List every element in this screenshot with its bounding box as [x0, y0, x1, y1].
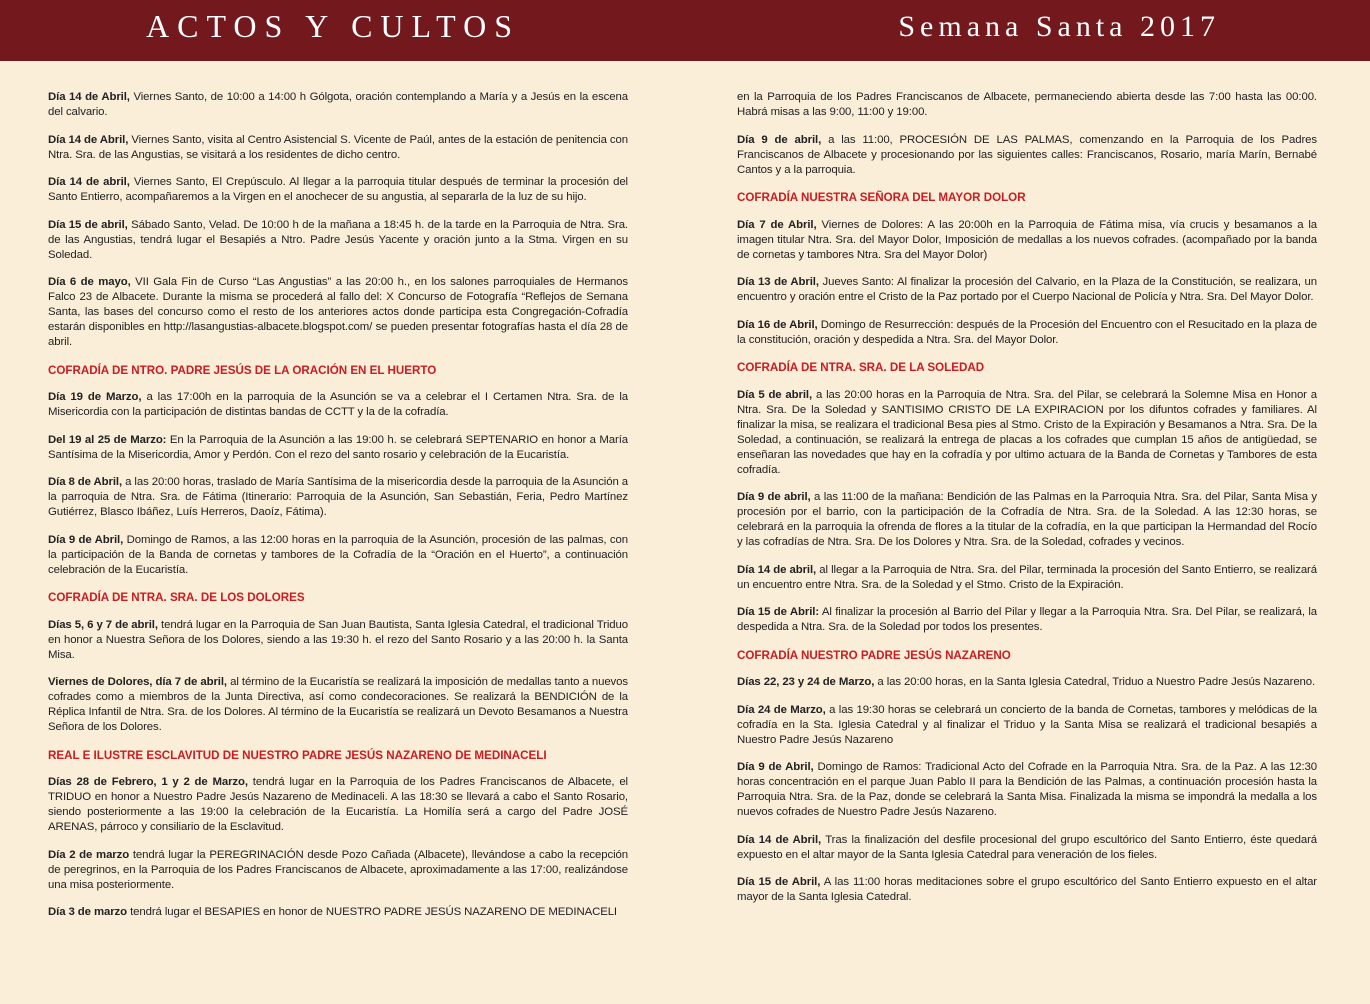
event-date: Viernes de Dolores, día 7 de abril, — [48, 676, 227, 688]
event-date: Día 7 de Abril, — [737, 218, 817, 231]
event-paragraph — [48, 475, 628, 520]
event-paragraph — [737, 760, 1317, 820]
event-paragraph — [737, 275, 1317, 305]
event-paragraph — [737, 703, 1317, 748]
event-date: Días 5, 6 y 7 de abril, — [48, 618, 158, 631]
page-header — [0, 0, 1370, 61]
event-date: Día 8 de Abril, — [48, 476, 123, 488]
event-paragraph — [737, 490, 1317, 550]
event-text: Tras la finalización del desfile procesional del grupo escultórico del Santo Entierro, éste quedará expuesto en el altar mayor de la Santa Iglesia Catedral para veneración de los fieles. — [737, 833, 1317, 861]
event-date: Día 14 de abril, — [48, 176, 130, 188]
event-date: Día 15 de Abril: — [737, 606, 820, 618]
event-date: Día 9 de abril, — [737, 133, 822, 146]
section-heading: COFRADÍA NUESTRA SEÑORA DEL MAYOR DOLOR — [737, 191, 1026, 204]
event-paragraph — [737, 875, 1317, 905]
section-heading: COFRADÍA DE NTRA. SRA. DE LA SOLEDAD — [737, 361, 985, 374]
event-text: Domingo de Ramos, a las 12:00 horas en la parroquia de la Asunción, procesión de las palmas, con la participación de la Banda de cornetas y tambores de la Cofradía de la “Oración en el Huerto”, a continuación celebración de la Eucaristía. — [48, 533, 628, 576]
event-text: Viernes Santo, El Crepúsculo. Al llegar a la parroquia titular después de terminar la procesión del Santo Entierro, acompañaremos a la Virgen en el anochecer de su angustia, al separarla de la luz de su hijo. — [48, 176, 628, 203]
event-text: Jueves Santo: Al finalizar la procesión del Calvario, en la Plaza de la Constitución, se realizara, un encuentro y oración entre el Cristo de la Paz portado por el Cuerpo Nacional de Policía y Ntra. Sra. Del Mayor Dolor. — [737, 276, 1317, 303]
event-date: Día 15 de abril, — [48, 218, 128, 231]
event-paragraph — [48, 775, 628, 835]
event-date: Día 14 de abril, — [737, 563, 817, 576]
event-paragraph — [48, 133, 628, 163]
event-text: Viernes de Dolores: A las 20:00h en la Parroquia de Fátima misa, vía crucis y besamanos a la imagen titular Ntra. Sra. del Mayor Dolor, Imposición de medallas a los nuevos cofrades. (acompañado por la banda de cornetas y tambores Ntra. Sra del Mayor Dolor) — [737, 218, 1318, 261]
event-date: Del 19 al 25 de Marzo: — [48, 433, 167, 446]
event-paragraph — [737, 218, 1317, 263]
event-paragraph — [48, 218, 628, 263]
header-title-right: Semana Santa 2017 — [898, 10, 1220, 43]
event-paragraph — [737, 318, 1317, 348]
event-date: Día 9 de Abril, — [737, 761, 814, 773]
event-date: Día 14 de Abril, — [48, 133, 129, 146]
event-date: Día 2 de marzo — [48, 848, 130, 861]
event-date: Día 13 de Abril, — [737, 276, 819, 288]
event-text: al llegar a la Parroquia de Ntra. Sra. del Pilar, terminada la procesión del Santo Entierro, se realizará un encuentro entre Ntra. Sra. de la Soledad y el Stmo. Cristo de la Expiración. — [737, 563, 1317, 591]
event-text: a las 11:00 de la mañana: Bendición de las Palmas en la Parroquia Ntra. Sra. del Pilar, Santa Misa y procesión por el barrio, con la participación de la Cofradía de Ntra. Sra. de la Soledad. A las 12:30 horas, se celebrará en la parroquia la ofrenda de flores a la titular de la cofradía, en la que participan la Hermandad del Rocío y las cofradías de Ntra. Sra. De los Dolores y Ntra. Sra. de la Soledad, cofrades y vecinos. — [737, 491, 1317, 548]
section-heading: REAL E ILUSTRE ESCLAVITUD DE NUESTRO PADRE JESÚS NAZARENO DE MEDINACELI — [48, 748, 547, 762]
event-date: Día 9 de Abril, — [48, 533, 124, 546]
event-paragraph — [48, 618, 628, 663]
event-text: a las 20:00 horas, en la Santa Iglesia Catedral, Triduo a Nuestro Padre Jesús Nazareno. — [874, 676, 1316, 688]
event-paragraph — [48, 905, 628, 920]
event-date: Días 22, 23 y 24 de Marzo, — [737, 676, 875, 688]
section-heading: COFRADÍA DE NTRO. PADRE JESÚS DE LA ORACIÓN EN EL HUERTO — [48, 363, 437, 377]
event-text: a las 11:00, PROCESIÓN DE LAS PALMAS, comenzando en la Parroquia de los Padres Franciscanos de Albacete y procesionando por las siguientes calles: Franciscanos, Rosario, maría Marín, Bernabé Cantos y a la parroquia. — [737, 133, 1317, 176]
event-text: En la Parroquia de la Asunción a las 19:00 h. se celebrará SEPTENARIO en honor a María Santísima de la Misericordia, Amor y Perdón. Con el rezo del santo rosario y celebración de la Eucaristía. — [48, 433, 628, 461]
event-date: Día 14 de Abril, — [737, 833, 822, 846]
event-text: Domingo de Ramos: Tradicional Acto del Cofrade en la Parroquia Ntra. Sra. de la Paz. A las 12:30 horas concentración en el parque Juan Pablo II para la Bendición de las Palmas, a continuación procesión hasta la Parroquia Ntra. Sra. de la Paz, donde se celebrará la Santa Misa. Finalizada la misma se impondrá la medalla a los nuevos cofrades de Nuestro Padre Jesús Nazareno. — [737, 761, 1317, 818]
event-paragraph — [48, 848, 628, 893]
right-column — [737, 90, 1317, 918]
event-text: VII Gala Fin de Curso “Las Angustias” a las 20:00 h., en los salones parroquiales de Hermanos Falco 23 de Albacete. Durante la misma se procederá al fallo del: X Concurso de Fotografía “Reflejos de Semana Santa, las bases del concurso como el resto de los anteriores actos donde participa esta Congregación-Cofradía estarán disponibles en http://lasangustias-albacete.blogspot.com/ se pueden presentar fotografías hasta el día 28 de abril. — [48, 276, 628, 348]
event-text: a las 19:30 horas se celebrará un concierto de la banda de Cornetas, tambores y melódicas de la cofradía en la Sta. Iglesia Catedral y al finalizar el Triduo y la Santa Misa se realizará el tradicional besapiés a Nuestro Padre Jesús Nazareno — [737, 703, 1317, 746]
event-text: tendrá lugar el BESAPIES en honor de NUESTRO PADRE JESÚS NAZARENO DE MEDINACELI — [127, 906, 617, 918]
event-paragraph — [737, 605, 1317, 635]
event-paragraph — [48, 175, 628, 205]
event-paragraph — [48, 433, 628, 463]
event-text: Viernes Santo, de 10:00 a 14:00 h Gólgota, oración contemplando a María y a Jesús en la escena del calvario. — [48, 91, 628, 118]
event-text: Al finalizar la procesión al Barrio del Pilar y llegar a la Parroquia Ntra. Sra. Del Pilar, se realizará, la despedida a Ntra. Sra. de la Soledad por todos los presentes. — [737, 606, 1318, 633]
event-text: A las 11:00 horas meditaciones sobre el grupo escultórico del Santo Entierro expuesto en el altar mayor de la Santa Iglesia Catedral. — [737, 876, 1317, 903]
event-paragraph — [737, 833, 1317, 863]
event-text: a las 20:00 horas en la Parroquia de Ntra. Sra. del Pilar, se celebrará la Solemne Misa en Honor a Ntra. Sra. De la Soledad y SANTISIMO CRISTO DE LA EXPIRACION por los difuntos cofrades y familiares. Al finalizar la misa, se realizara el tradicional Besa pies al Stmo. Cristo de la Expiración y Besamanos a Ntra. Sra. De la Soledad, a continuación, se realizará la entrega de placas a los cofrades que cumplan 15 años de antigüedad, se enseñaran las novedades que hay en la cofradía y por ultimo actuara de la Banda de Cornetas y Tambores de esta cofradía. — [737, 388, 1317, 476]
event-paragraph — [737, 388, 1317, 478]
event-paragraph — [48, 675, 628, 735]
event-date: Día 19 de Marzo, — [48, 391, 142, 403]
event-paragraph — [48, 533, 628, 578]
event-date: Día 16 de Abril, — [737, 318, 818, 331]
event-text: a las 20:00 horas, traslado de María Santísima de la misericordia desde la parroquia de la Asunción a la parroquia de Ntra. Sra. de Fátima (Itinerario: Parroquia de la Asunción, San Sebastián, Feria, Pedro Martínez Gutiérrez, Blasco Ibáñez, Luís Herreros, Daoíz, Fátima). — [48, 476, 628, 518]
event-text: Domingo de Resurrección: después de la Procesión del Encuentro con el Resucitado en la plaza de la constitución, oración y despedida a Ntra. Sra. del Mayor Dolor. — [737, 318, 1317, 346]
event-text: al término de la Eucaristía se realizará la imposición de medallas tanto a nuevos cofrades como a miembros de la Junta Directiva, así como condecoraciones. Se realizará la BENDICIÓN de la Réplica Infantil de Ntra. Sra. de los Dolores. Al término de la Eucaristía se realizará un Devoto Besamanos a Nuestra Señora de los Dolores. — [48, 676, 628, 733]
event-text: tendrá lugar en la Parroquia de San Juan Bautista, Santa Iglesia Catedral, el tradicional Triduo en honor a Nuestra Señora de los Dolores, siendo a las 19:30 h. el rezo del Santo Rosario y a las 20:00 h. la Santa Misa. — [48, 618, 628, 661]
event-paragraph — [48, 275, 628, 350]
event-text: Viernes Santo, visita al Centro Asistencial S. Vicente de Paúl, antes de la estación de penitencia con Ntra. Sra. de las Angustias, se visitará a los residentes de dicho centro. — [48, 133, 628, 161]
event-text: a las 17:00h en la parroquia de la Asunción se va a celebrar el I Certamen Ntra. Sra. de la Misericordia con la participación de distintas bandas de CCTT y la de la cofradía. — [48, 391, 628, 418]
event-date: Día 9 de abril, — [737, 491, 811, 503]
left-column — [48, 90, 628, 933]
event-date: Día 3 de marzo — [48, 906, 127, 918]
event-date: Día 5 de abril, — [737, 388, 813, 401]
event-paragraph — [48, 390, 628, 420]
event-text: tendrá lugar en la Parroquia de los Padres Franciscanos de Albacete, el TRIDUO en honor a Nuestro Padre Jesús Nazareno de Medinaceli. A las 18:30 se llevará a cabo el Santo Rosario, siendo posteriormente a las 19:00 la celebración de la Eucaristía. La Homilía será a cargo del Padre JOSÉ ARENAS, párroco y consiliario de la Esclavitud. — [48, 776, 628, 833]
event-paragraph — [737, 563, 1317, 593]
event-paragraph — [737, 675, 1317, 690]
section-heading: COFRADÍA NUESTRO PADRE JESÚS NAZARENO — [737, 648, 1011, 662]
event-paragraph — [737, 133, 1317, 178]
event-text: Sábado Santo, Velad. De 10:00 h de la mañana a 18:45 h. de la tarde en la Parroquia de Ntra. Sra. de las Angustias, tendrá lugar el Besapiés a Ntro. Padre Jesús Yacente y oración junto a la Stma. Virgen en su Soledad. — [48, 218, 628, 261]
section-heading: COFRADÍA DE NTRA. SRA. DE LOS DOLORES — [48, 591, 305, 604]
header-title-left: ACTOS Y CULTOS — [146, 8, 520, 44]
event-date: Día 6 de mayo, — [48, 276, 131, 288]
event-date: Día 14 de Abril, — [48, 91, 130, 103]
event-date: Día 24 de Marzo, — [737, 703, 826, 716]
event-paragraph — [48, 90, 628, 120]
event-date: Días 28 de Febrero, 1 y 2 de Marzo, — [48, 776, 248, 788]
event-date: Día 15 de Abril, — [737, 876, 821, 888]
event-text: tendrá lugar la PEREGRINACIÓN desde Pozo Cañada (Albacete), llevándose a cabo la recepción de peregrinos, en la Parroquia de los Padres Franciscanos de Albacete, aproximadamente a las 17:00, realizándose una misa posteriormente. — [48, 848, 628, 891]
continuation-paragraph: en la Parroquia de los Padres Franciscanos de Albacete, permaneciendo abierta desde las 7:00 hasta las 00:00. Habrá misas a las 9:00, 11:00 y 19:00. — [737, 91, 1317, 118]
